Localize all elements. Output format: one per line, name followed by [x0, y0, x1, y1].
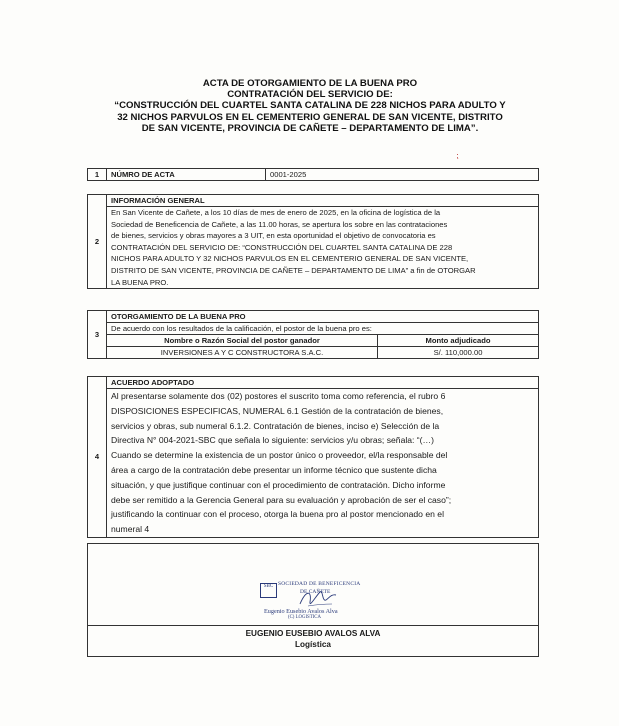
general-info-line: En San Vicente de Cañete, a los 10 días de mes de enero de 2025, en la oficina de logística de la [111, 208, 441, 217]
general-info-body [107, 207, 539, 289]
award-table [107, 335, 538, 358]
agreement-line: Directiva N° 004-2021-SBC que señala lo siguiente: servicios y/u obras; señala: “(…) [111, 435, 434, 446]
stamp-name: Eugenio Eusebio Avalos Alva [264, 608, 338, 615]
agreement-line: Al presentarse solamente dos (02) postores el suscrito toma como referencia, el rubro 6 [111, 391, 446, 401]
awarded-amount: S/. 110,000.00 [378, 347, 539, 359]
document-title [80, 78, 540, 134]
winner-column-header: Nombre o Razón Social del postor ganador [107, 335, 378, 347]
general-info-line: LA BUENA PRO. [111, 277, 169, 287]
signatory-role: Logística [295, 640, 331, 649]
award-intro: De acuerdo con los resultados de la calificación, el postor de la buena pro es: [107, 323, 539, 335]
section-number: 1 [88, 169, 107, 181]
signature-divider [88, 625, 538, 626]
agreement-line: Cuando se determine la existencia de un postor único o proveedor, el/la responsable del [111, 450, 448, 461]
section-general-info [87, 194, 539, 289]
title-line-2: CONTRATACIÓN DEL SERVICIO DE: [227, 89, 393, 101]
general-info-header: INFORMACIÓN GENERAL [107, 195, 539, 207]
title-line-4: 32 NICHOS PARVULOS EN EL CEMENTERIO GENERAL DE SAN VICENTE, DISTRITO [117, 111, 503, 123]
acta-number-label: NÚMRO DE ACTA [107, 169, 266, 181]
award-header: OTORGAMIENTO DE LA BUENA PRO [107, 311, 539, 323]
official-stamp [260, 578, 380, 626]
acta-number-value: 0001-2025 [266, 169, 539, 181]
agreement-line: justificando la continuar con el proceso, otorga la buena pro al postor mencionado en el [111, 509, 444, 520]
general-info-line: NICHOS PARA ADULTO Y 32 NICHOS PARVULOS EN EL CEMENTERIO GENERAL DE SAN VICENTE, [111, 254, 469, 264]
agreement-body [107, 389, 539, 538]
handwritten-signature-icon [298, 586, 338, 610]
general-info-line: CONTRATACIÓN DEL SERVICIO DE: “CONSTRUCCIÓN DEL CUARTEL SANTA CATALINA DE 228 [111, 242, 453, 252]
general-info-line: de bienes, servicios y obras mayores a 3 UIT, en esta oportunidad el objetivo de convocatoria es [111, 231, 436, 241]
institution-logo: SBC [260, 583, 277, 598]
agreement-line: área a cargo de la contratación debe presentar un informe técnico que sustente dicha [111, 464, 437, 475]
agreement-header: ACUERDO ADOPTADO [107, 377, 539, 389]
title-line-3: “CONSTRUCCIÓN DEL CUARTEL SANTA CATALINA DE 228 NICHOS PARA ADULTO Y [114, 100, 506, 112]
section-number: 3 [88, 311, 107, 359]
section-award [87, 310, 539, 359]
title-line-5: DE SAN VICENTE, PROVINCIA DE CAÑETE – DEPARTAMENTO DE LIMA”. [141, 122, 479, 134]
section-acta-number [87, 168, 539, 181]
general-info-line: DISTRITO DE SAN VICENTE, PROVINCIA DE CAÑETE – DEPARTAMENTO DE LIMA” a fin de OTORGAR [111, 265, 476, 275]
award-table-cell [107, 335, 539, 359]
stamp-org-line-2: DE CAÑETE [300, 589, 331, 595]
winner-name: INVERSIONES A Y C CONSTRUCTORA S.A.C. [107, 347, 378, 359]
stamp-org-line-1: SOCIEDAD DE BENEFICENCIA [278, 581, 361, 587]
section-number: 4 [88, 377, 107, 538]
signatory [88, 628, 538, 650]
section-number: 2 [88, 195, 107, 289]
section-agreement [87, 376, 539, 538]
agreement-line: servicios y obras, sub numeral 6.1.2. Contratación de bienes, inciso e) Selección de la [111, 420, 440, 431]
signature-box [87, 543, 539, 657]
agreement-line: numeral 4 [111, 524, 150, 535]
agreement-line: DISPOSICIONES ESPECIFICAS, NUMERAL 6.1 Gestión de la contratación de bienes, [111, 405, 444, 416]
signatory-name: EUGENIO EUSEBIO AVALOS ALVA [245, 629, 381, 638]
stamp-role: (C) LOGISTICA [288, 615, 321, 620]
amount-column-header: Monto adjudicado [378, 335, 539, 347]
stray-mark: ⁏ [456, 151, 459, 160]
agreement-line: situación, y que justifique continuar con el procedimiento de contratación. Dicho informe [111, 479, 446, 490]
title-line-1: ACTA DE OTORGAMIENTO DE LA BUENA PRO [202, 78, 418, 89]
agreement-line: debe ser remitido a la Gerencia General para su evaluación y aprobación de ser el caso”; [111, 494, 452, 505]
general-info-line: Sociedad de Beneficencia de Cañete, a las 11.00 horas, se apertura los sobre en las contrataciones [111, 219, 448, 229]
